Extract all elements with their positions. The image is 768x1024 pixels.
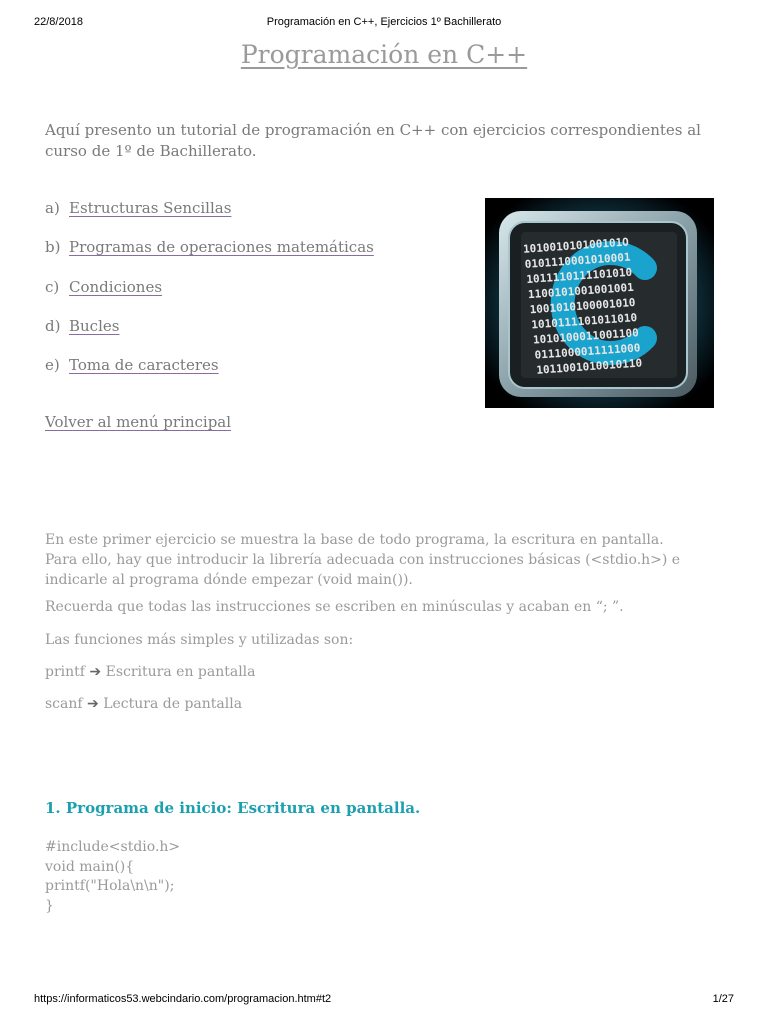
page-title: Programación en C++ [240,40,528,69]
binary-row: 1100101001001001 [527,280,635,302]
exercise-title: 1. Programa de inicio: Escritura en pantalla. [45,799,421,817]
topic-link-operaciones[interactable]: Programas de operaciones matemáticas [69,238,374,257]
page-number: 1/27 [712,993,734,1005]
topic-letter: e) [45,356,60,375]
instructions-note: Recuerda que todas las instrucciones se escriben en minúsculas y acaban en “; ”. [45,599,624,615]
function-description: Lectura de pantalla [103,696,243,712]
binary-row: 0101110001010001 [524,250,631,271]
code-line: #include<stdio.h> [45,839,181,855]
topic-letter: a) [45,199,60,217]
topic-link-row [45,317,465,356]
c-binary-chip-icon [485,198,714,408]
arrow-right-icon: ➔ [89,664,102,680]
print-url: https://informaticos53.webcindario.com/programacion.htm#t2 [34,993,332,1005]
code-line: printf("Hola\n\n"); [45,878,175,894]
topic-link-caracteres[interactable]: Toma de caracteres [69,356,219,375]
binary-row: 0111000011111000 [534,341,641,362]
function-scanf [45,694,725,714]
topic-letter: c) [45,277,60,296]
function-name: printf [45,664,85,680]
explanation-line-2: Para ello, hay que introducir la librería adecuada con instrucciones básicas (<stdio.h>) e [45,552,681,568]
function-description: Escritura en pantalla [105,664,256,680]
print-header [0,16,768,32]
function-printf [45,662,725,682]
topic-letter: d) [45,316,61,335]
intro-paragraph: Aquí presento un tutorial de programación en C++ con ejercicios correspondientes al curso de 1º de Bachillerato. [45,121,701,160]
topic-link-row [45,356,465,395]
topic-links [45,199,465,395]
binary-row: 1001010100001010 [529,295,636,317]
code-line: void main(){ [45,858,135,875]
binary-row: 1011001010010110 [535,356,643,377]
topic-link-estructuras[interactable]: Estructuras Sencillas [69,199,232,217]
binary-row: 1010111101011010 [530,311,638,332]
topic-letter: b) [45,238,61,257]
explanation-line-1: En este primer ejercicio se muestra la base de todo programa, la escritura en pantalla. [45,532,664,548]
binary-row: 1010100011001100 [532,326,640,347]
topic-link-row [45,199,465,238]
print-footer [0,993,768,1009]
binary-row: 101001010100101O [522,235,630,256]
c-logo-image [485,198,714,408]
code-line: } [45,897,54,914]
back-to-menu-link[interactable]: Volver al menú principal [45,413,232,431]
topic-link-row [45,238,465,277]
function-name: scanf [45,696,83,712]
binary-row: 1011110111101010 [525,265,633,287]
print-title: Programación en C++, Ejercicios 1º Bachillerato [266,16,502,28]
topic-link-bucles[interactable]: Bucles [69,316,120,335]
print-date: 22/8/2018 [34,16,83,28]
topic-link-row [45,278,465,317]
arrow-right-icon: ➔ [87,696,99,712]
code-block [45,838,180,916]
topic-link-condiciones[interactable]: Condiciones [69,277,163,296]
explanation-line-3: indicarle al programa dónde empezar (void main()). [45,572,413,588]
functions-intro: Las funciones más simples y utilizadas son: [45,632,354,648]
